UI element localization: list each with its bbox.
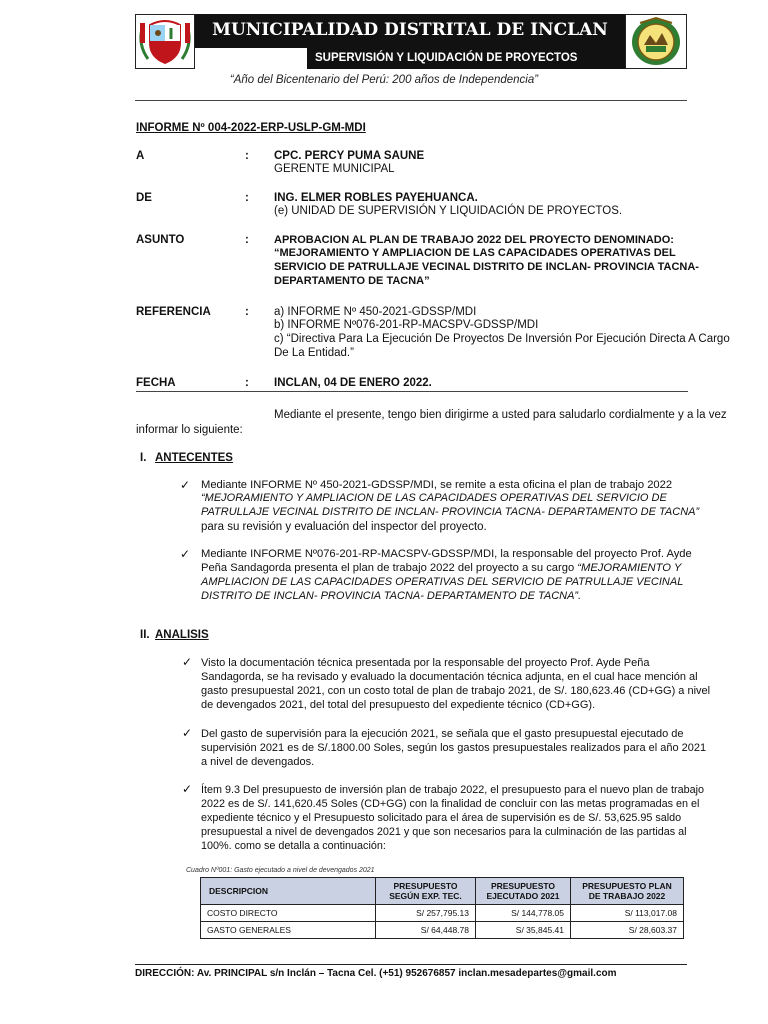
paragraph-line: DISTRITO DE INCLAN- PROVINCIA TACNA- DEPARTAMENTO DE TACNA”. [201,590,582,602]
from-label: DE [136,192,152,204]
footer-divider [135,964,687,965]
colon: : [245,150,249,162]
municipal-shield-icon [625,14,687,69]
to-name: CPC. PERCY PUMA SAUNE [274,150,425,162]
paragraph-line: a nivel de devengados. [201,756,315,768]
table-cell: GASTO GENERALES [201,922,376,939]
reference-item: c) “Directiva Para La Ejecución De Proyectos De Inversión Por Ejecución Directa A Cargo [274,333,730,345]
table-cell: S/ 144,778.05 [476,905,571,922]
table-caption: Cuadro Nº001: Gasto ejecutado a nivel de devengados 2021 [186,867,375,874]
section-title: ANTECENTES [155,452,233,464]
letterhead-subtitle: SUPERVISIÓN Y LIQUIDACIÓN DE PROYECTOS [307,47,625,69]
section-number: II. [140,629,150,641]
section-title: ANALISIS [155,629,209,641]
date-label: FECHA [136,377,176,389]
colon: : [245,377,249,389]
column-header: DESCRIPCION [201,878,376,905]
table-cell: S/ 35,845.41 [476,922,571,939]
section-number: I. [140,452,147,464]
intro-line: informar lo siguiente: [136,424,243,436]
checkmark-icon: ✓ [182,655,193,669]
paragraph-line: “MEJORAMIENTO Y AMPLIACION DE LAS CAPACIDADES OPERATIVAS DEL SERVICIO DE [201,492,667,504]
paragraph-line: supervisión 2021 es de S/.1800.00 Soles, según los gastos presupuestales realizados para el año 2021 [201,742,707,754]
paragraph-line: AMPLIACION DE LAS CAPACIDADES OPERATIVAS DEL SERVICIO DE PATRULLAJE VECINAL [201,576,684,588]
to-label: A [136,150,145,162]
from-name: ING. ELMER ROBLES PAYEHUANCA. [274,192,478,204]
colon: : [245,234,249,246]
paragraph-line: Ítem 9.3 Del presupuesto de inversión plan de trabajo 2022, el presupuesto para el nuevo plan de trabajo [201,784,704,796]
budget-table [200,877,684,939]
subject-line: SERVICIO DE PATRULLAJE VECINAL DISTRITO DE INCLAN- PROVINCIA TACNA- [274,261,699,273]
table-cell: S/ 64,448.78 [376,922,476,939]
reference-item: De La Entidad.” [274,347,354,359]
column-header: PRESUPUESTO EJECUTADO 2021 [476,878,571,905]
letterhead-title: MUNICIPALIDAD DISTRITAL DE INCLAN [212,20,608,40]
colon: : [245,306,249,318]
footer-address: DIRECCIÓN: Av. PRINCIPAL s/n Inclán – Tacna Cel. (+51) 952676857 inclan.mesadepartes@gmail.com [135,968,617,979]
reference-item: a) INFORME Nº 450-2021-GDSSP/MDI [274,306,477,318]
checkmark-icon: ✓ [182,726,193,740]
peru-coat-of-arms-icon [135,14,195,69]
paragraph-line: expediente técnico y el Presupuesto solicitado para el área de supervisión es de S/. 53,625.95 saldo [201,812,682,824]
letterhead-banner [135,14,687,69]
date-value: INCLAN, 04 DE ENERO 2022. [274,377,432,389]
divider [136,391,688,392]
checkmark-icon: ✓ [182,782,193,796]
motto: “Año del Bicentenario del Perú: 200 años de Independencia” [229,74,539,86]
memo-reference: INFORME Nº 004-2022-ERP-USLP-GM-MDI [136,122,366,134]
from-role: (e) UNIDAD DE SUPERVISIÓN Y LIQUIDACIÓN DE PROYECTOS. [274,205,623,217]
intro-line: Mediante el presente, tengo bien dirigirme a usted para saludarlo cordialmente y a la vez [274,409,727,421]
column-header: PRESUPUESTO PLAN DE TRABAJO 2022 [571,878,684,905]
paragraph-line: 100%. como se detalla a continuación: [201,840,386,852]
table-cell: S/ 257,795.13 [376,905,476,922]
paragraph-line: Del gasto de supervisión para la ejecución 2021, se señala que el gasto presupuestal ejecutado de [201,728,684,740]
table-row [201,905,684,922]
paragraph-line: para su revisión y evaluación del inspector del proyecto. [201,521,487,533]
table-cell: S/ 28,603.37 [571,922,684,939]
colon: : [245,192,249,204]
table-cell: S/ 113,017.08 [571,905,684,922]
paragraph-line: 2022 es de S/. 141,620.45 Soles (CD+GG) con la finalidad de concluir con las metas programadas en el [201,798,700,810]
reference-label: REFERENCIA [136,306,211,318]
reference-item: b) INFORME Nº076-201-RP-MACSPV-GDSSP/MDI [274,319,539,331]
checkmark-icon: ✓ [180,478,191,492]
paragraph-line: presupuestal a nivel de devengados 2021 y que son necesarios para la culminación de las partidas al [201,826,687,838]
paragraph-line: PATRULLAJE VECINAL DISTRITO DE INCLAN- PROVINCIA TACNA- DEPARTAMENTO DE TACNA” [201,506,700,518]
subject-line: DEPARTAMENTO DE TACNA” [274,275,430,287]
table-cell: COSTO DIRECTO [201,905,376,922]
to-role: GERENTE MUNICIPAL [274,163,395,175]
divider [135,100,687,101]
paragraph-line: gasto presupuestal 2021, con un costo total de plan de trabajo 2021, de S/. 180,623.46 (CD+GG) a nivel [201,685,711,697]
checkmark-icon: ✓ [180,547,191,561]
table-header-row [201,878,684,905]
paragraph-line: de devengados 2021, del total del presupuesto del expediente técnico (CD+GG). [201,699,596,711]
paragraph-line: Visto la documentación técnica presentada por la responsable del proyecto Prof. Ayde Peña [201,657,650,669]
paragraph-line: Mediante INFORME Nº076-201-RP-MACSPV-GDSSP/MDI, la responsable del proyecto Prof. Ayde [201,548,692,560]
paragraph-line: Mediante INFORME Nº 450-2021-GDSSP/MDI, se remite a esta oficina el plan de trabajo 2022 [201,479,673,491]
subject-label: ASUNTO [136,234,185,246]
subject-line: “MEJORAMIENTO Y AMPLIACION DE LAS CAPACIDADES OPERATIVAS DEL [274,247,676,259]
subject-line: APROBACION AL PLAN DE TRABAJO 2022 DEL PROYECTO DENOMINADO: [274,234,674,246]
column-header: PRESUPUESTO SEGÚN EXP. TEC. [376,878,476,905]
paragraph-line: Sandagorda, se ha revisado y evaluado la documentación técnica adjunta, en el cual hace mención al [201,671,698,683]
table-row [201,922,684,939]
paragraph-line: Peña Sandagorda presenta el plan de trabajo 2022 del proyecto a su cargo “MEJORAMIENTO Y [201,562,682,574]
